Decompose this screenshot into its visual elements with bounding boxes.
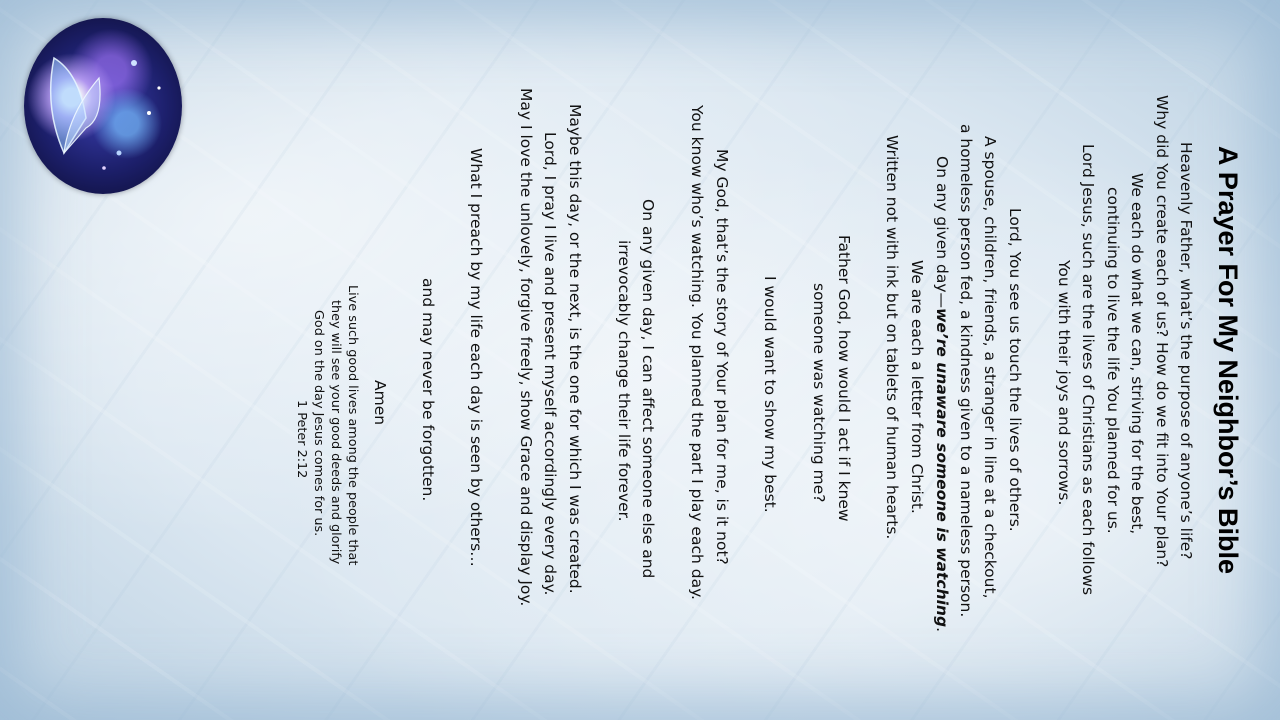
prayer-line: Why did You create each of us? How do we fit into Your plan? [1153,95,1171,568]
prayer-line: Father God, how would I act if I knew [835,235,853,522]
verse-reference: 1 Peter 2:12 [294,400,309,479]
prayer-line: Heavenly Father, what’s the purpose of anyone’s life? [1177,142,1195,560]
prayer-line: We each do what we can, striving for the best, [1128,173,1146,535]
rotated-prayer-text [0,60,1280,660]
prayer-line: What I preach by my life each day is seen by others… [467,148,485,567]
prayer-line: a homeless person fed, a kindness given to a nameless person. [957,124,975,618]
prayer-line: May I love the unlovely, forgive freely, show Grace and display Joy. [517,88,535,607]
verse-line: God on the day Jesus comes for us. [311,310,326,537]
verse-line: Live such good lives among the people that [345,285,360,566]
prayer-line: A spouse, children, friends, a stranger in line at a checkout, [981,136,999,599]
prayer-line: Lord, You see us touch the lives of others. [1006,208,1024,532]
prayer-line: On any given day, I can affect someone else and [639,199,657,579]
prayer-line-emphasis: On any given day—we’re unaware someone is watching. [933,156,951,632]
prayer-title: A Prayer For My Neighbor’s Bible [1213,145,1243,575]
prayer-line: Lord Jesus, such are the lives of Christians as each follows [1079,144,1097,596]
prayer-line: Lord, I pray I live and present myself accordingly every day. [541,132,559,596]
prayer-line: You with their joys and sorrows. [1055,260,1073,506]
prayer-line: Maybe this day, or the next, is the one for which I was created. [566,104,584,594]
prayer-line: continuing to live the life You planned for us. [1104,187,1122,534]
prayer-line: someone was watching me? [810,283,828,503]
prayer-line: I would want to show my best. [761,276,779,513]
verse-line: they will see your good deeds and glorify [328,300,343,565]
prayer-line: My God, that’s the story of Your plan for me, is it not? [713,149,731,565]
prayer-line: You know who’s watching. You planned the part I play each day. [688,105,706,600]
prayer-line: and may never be forgotten. [419,278,437,502]
prayer-line: irrevocably change their life forever. [615,240,633,522]
amen-text: Amen [371,380,389,426]
prayer-line-lead: On any given day— [933,156,951,308]
prayer-line: Written not with ink but on tablets of human hearts. [883,135,901,540]
prayer-line: We are each a letter from Christ. [908,260,926,514]
emphasis-text: we’re unaware someone is watching [933,308,951,628]
